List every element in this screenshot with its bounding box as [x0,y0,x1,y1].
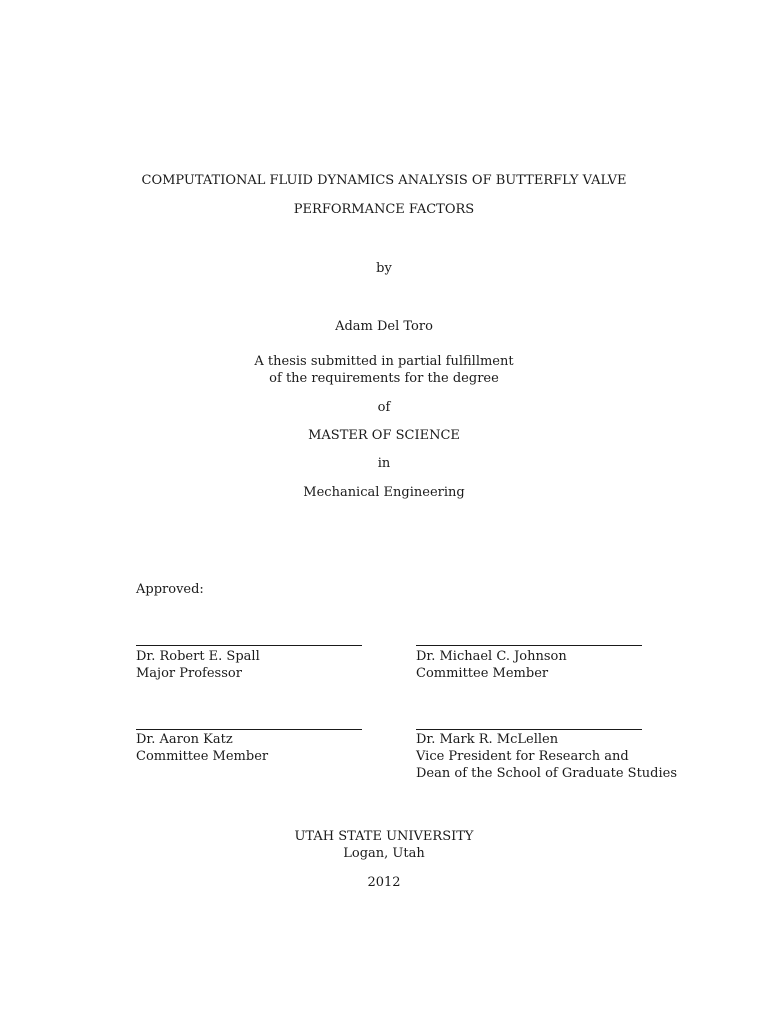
signature-line [416,645,642,646]
signatory-name: Dr. Michael C. Johnson [416,649,567,664]
of-text: of [377,400,391,415]
signature-line [136,645,362,646]
statement-line-1: A thesis submitted in partial fulfillment [254,354,514,369]
signatory-block [416,648,716,682]
thesis-title-line-2: PERFORMANCE FACTORS [293,202,475,217]
signatory-block [136,731,436,765]
university-name: UTAH STATE UNIVERSITY [294,829,474,844]
degree-name: MASTER OF SCIENCE [308,428,460,443]
year: 2012 [367,875,401,890]
approved-label: Approved: [136,582,204,597]
in-text: in [377,456,391,471]
thesis-title-line-1: COMPUTATIONAL FLUID DYNAMICS ANALYSIS OF BUTTERFLY VALVE [141,173,627,188]
signatory-role: Committee Member [136,749,269,764]
signatory-block [416,731,716,782]
author-name: Adam Del Toro [335,319,433,334]
by-text: by [376,261,392,276]
signatory-block [136,648,436,682]
signatory-role: Vice President for Research and [416,749,629,764]
signatory-name: Dr. Mark R. McLellen [416,732,559,747]
signature-line [136,729,362,730]
signatory-role: Major Professor [136,666,242,681]
signatory-name: Dr. Aaron Katz [136,732,233,747]
signatory-role: Committee Member [416,666,549,681]
field-of-study: Mechanical Engineering [303,485,465,500]
statement-line-2: of the requirements for the degree [269,371,499,386]
signatory-name: Dr. Robert E. Spall [136,649,260,664]
signature-line [416,729,642,730]
signatory-role: Dean of the School of Graduate Studies [416,766,678,781]
university-location: Logan, Utah [343,846,425,861]
